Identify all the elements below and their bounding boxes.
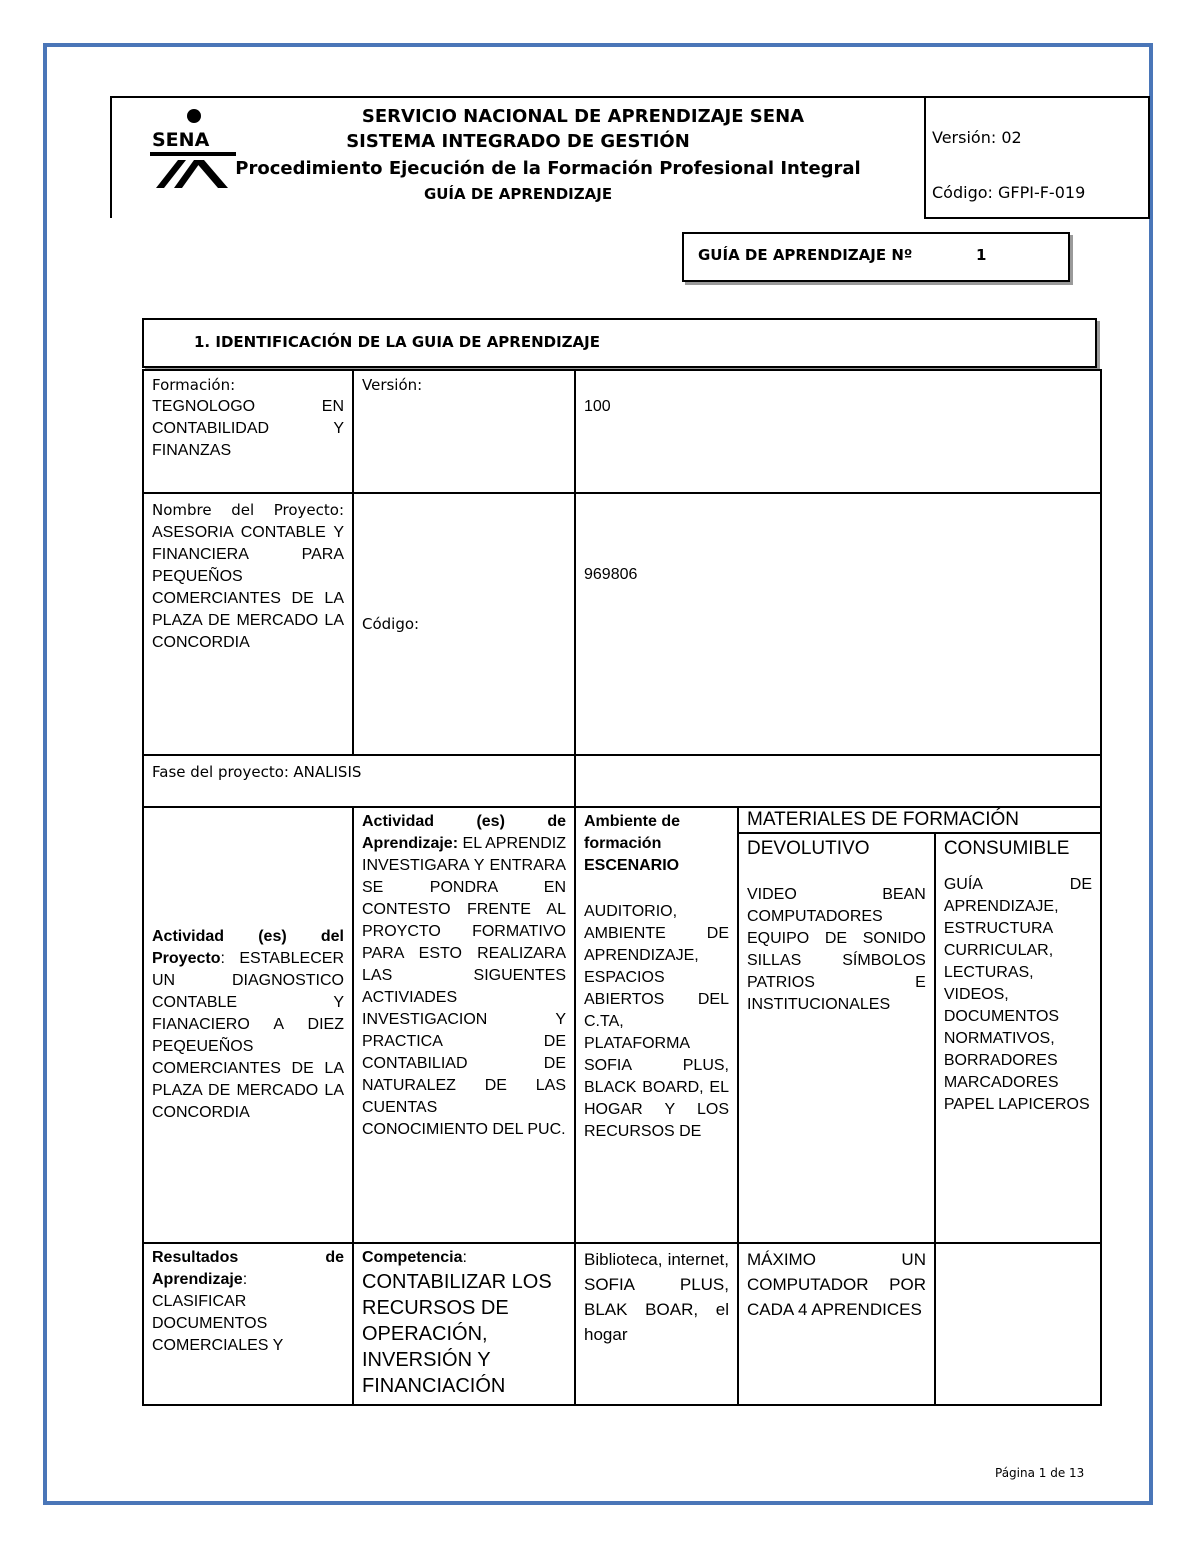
header-line3: Procedimiento Ejecución de la Formación Profesional Integral <box>235 158 861 179</box>
proyecto-label: Nombre del Proyecto: <box>152 501 344 519</box>
act-proyecto-cell: Actividad (es) del Proyecto: ESTABLECER UN DIAGNOSTICO CONTABLE Y FIANACIERO A DIEZ PEQEUEÑOS COMERCIANTES DE LA PLAZA DE MERCADO LA CONCORDIA <box>143 807 353 1243</box>
formacion-label: Formación: <box>152 376 236 394</box>
header-line1: SERVICIO NACIONAL DE APRENDIZAJE SENA <box>361 106 805 127</box>
biblioteca-cell <box>575 1243 738 1405</box>
document-header <box>110 96 1150 219</box>
devolutivo-column <box>739 834 936 1242</box>
consumible-column <box>936 834 1100 1242</box>
codigo-label: Código: <box>362 615 420 633</box>
consumible-label: CONSUMIBLE <box>943 838 1070 859</box>
fase-label: Fase del proyecto: <box>152 763 289 781</box>
guia-label: GUÍA DE APRENDIZAJE Nº <box>698 246 913 264</box>
materiales-label: MATERIALES DE FORMACIÓN <box>739 808 1100 834</box>
fase-cell <box>143 755 575 807</box>
resultados-label: Resultados de Aprendizaje <box>152 1249 344 1288</box>
ambiente-cell <box>575 807 738 1243</box>
materiales-cell <box>738 807 1101 1243</box>
act-aprendizaje-cell <box>353 807 575 1243</box>
resultados-cell: Resultados de Aprendizaje: CLASIFICAR DOCUMENTOS COMERCIALES Y <box>143 1243 353 1405</box>
version-label: Versión: <box>362 376 423 394</box>
guia-number-box <box>682 232 1070 282</box>
proyecto-cell <box>143 493 353 755</box>
competencia-cell: Competencia: CONTABILIZAR LOS RECURSOS DE OPERACIÓN, INVERSIÓN Y FINANCIACIÓN <box>353 1243 575 1405</box>
act-proyecto-label: Actividad (es) del Proyecto <box>152 928 344 967</box>
page-number: Página 1 de 13 <box>995 1466 1085 1480</box>
competencia-label: Competencia <box>362 1249 463 1266</box>
devolutivo-label: DEVOLUTIVO <box>747 838 870 859</box>
proyecto-value: ASESORIA CONTABLE Y FINANCIERA PARA PEQUEÑOS COMERCIANTES DE LA PLAZA DE MERCADO LA CONCORDIA <box>152 524 344 651</box>
header-code: Código: GFPI-F-019 <box>932 183 1086 202</box>
codigo-value-cell <box>575 493 1101 755</box>
maximo-cell <box>738 1243 935 1405</box>
fase-value: ANALISIS <box>293 763 362 781</box>
competencia-value: CONTABILIZAR LOS RECURSOS DE OPERACIÓN, INVERSIÓN Y FINANCIACIÓN <box>362 1271 552 1397</box>
header-line4: GUÍA DE APRENDIZAJE <box>423 185 613 203</box>
resultados-value: CLASIFICAR DOCUMENTOS COMERCIALES Y <box>152 1293 284 1354</box>
version-value: 100 <box>584 398 611 415</box>
header-meta-cell <box>925 97 1149 218</box>
devolutivo-value: VIDEO BEAN COMPUTADORES EQUIPO DE SONIDO SILLAS SÍMBOLOS PATRIOS E INSTITUCIONALES <box>747 886 926 1013</box>
header-line2: SISTEMA INTEGRADO DE GESTIÓN <box>346 131 690 152</box>
version-label-cell <box>353 370 575 493</box>
ambiente-label: Ambiente de formación ESCENARIO <box>584 813 681 874</box>
version-value-cell <box>575 370 1101 493</box>
empty-cell <box>935 1243 1101 1405</box>
formacion-cell <box>143 370 353 493</box>
identification-table <box>142 369 1102 1406</box>
codigo-label-cell <box>353 493 575 755</box>
act-proyecto-value: ESTABLECER UN DIAGNOSTICO CONTABLE Y FIANACIERO A DIEZ PEQEUEÑOS COMERCIANTES DE LA PLAZA DE MERCADO LA CONCORDIA <box>152 950 344 1121</box>
maximo-value: MÁXIMO UN COMPUTADOR POR CADA 4 APRENDICES <box>747 1250 926 1319</box>
guia-number: 1 <box>976 246 987 264</box>
section-title: 1. IDENTIFICACIÓN DE LA GUIA DE APRENDIZAJE <box>142 318 1097 368</box>
formacion-value: TEGNOLOGO EN CONTABILIDAD Y FINANZAS <box>152 398 344 459</box>
codigo-value: 969806 <box>584 566 638 583</box>
header-version: Versión: 02 <box>932 128 1022 147</box>
ambiente-value: AUDITORIO, AMBIENTE DE APRENDIZAJE, ESPACIOS ABIERTOS DEL C.TA, PLATAFORMA SOFIA PLUS, BLACK BOARD, EL HOGAR Y LOS RECURSOS DE <box>584 903 729 1140</box>
svg-text:SENA: SENA <box>152 129 210 151</box>
biblioteca-value: Biblioteca, internet, SOFIA PLUS, BLAK BOAR, el hogar <box>584 1250 729 1344</box>
act-aprendizaje-value: EL APRENDIZ INVESTIGARA Y ENTRARA SE PONDRA EN CONTESTO FRENTE AL PROYCTO FORMATIVO PARA ESTO REALIZARA LAS SIGUENTES ACTIVIADES INVESTIGACION Y PRACTICA DE CONTABILIAD DE NATURALEZ DE LAS CUENTAS CONOCIMIENTO DEL PUC. <box>362 835 566 1138</box>
consumible-value: GUÍA DE APRENDIZAJE, ESTRUCTURA CURRICULAR, LECTURAS, VIDEOS, DOCUMENTOS NORMATIVOS, BORRADORES MARCADORES PAPEL LAPICEROS <box>943 876 1093 1113</box>
fase-empty-cell <box>575 755 1101 807</box>
act-aprendizaje-label: Actividad (es) de Aprendizaje: <box>362 813 566 852</box>
header-title-cell <box>111 97 925 218</box>
